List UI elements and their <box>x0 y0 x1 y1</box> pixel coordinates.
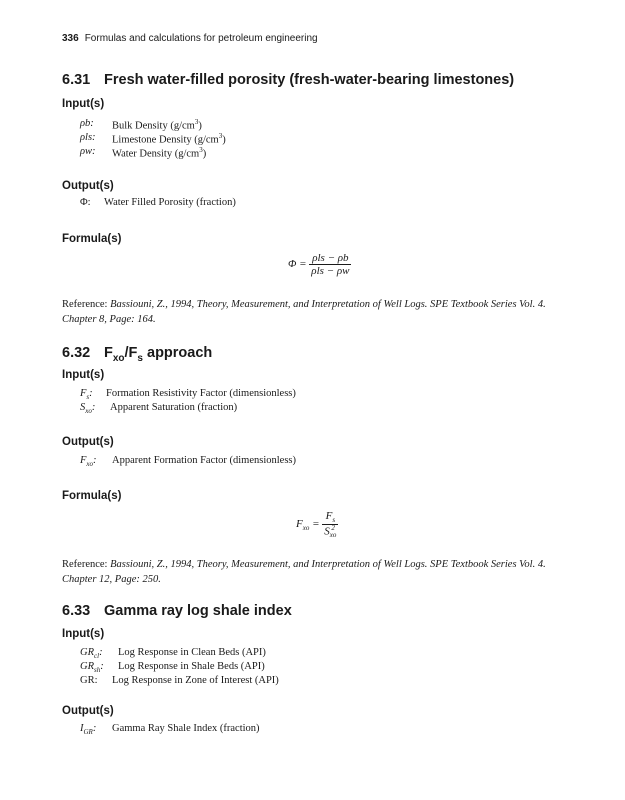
input-description: Log Response in Clean Beds (API) <box>118 647 266 658</box>
input-symbol: ρls: <box>80 132 96 143</box>
output-description: Water Filled Porosity (fraction) <box>104 197 236 208</box>
input-symbol: $GR_{cl}$: <box>80 647 103 661</box>
input-row <box>0 661 625 675</box>
outputs-label: Output(s) <box>62 436 114 448</box>
inputs-label: Input(s) <box>62 98 105 110</box>
formula-fraction <box>322 510 338 539</box>
formula-denominator: ρls − ρw <box>311 265 350 277</box>
input-row <box>0 402 625 416</box>
reference-text: Bassiouni, Z., 1994, Theory, Measurement, and Interpretation of Well Logs. SPE Textbook Series Vol. 4. Chapter 12, Page: 250. <box>62 559 546 585</box>
input-description: Apparent Saturation (fraction) <box>110 402 238 413</box>
reference-label: Reference: <box>62 559 108 570</box>
reference <box>62 557 572 587</box>
input-symbol: ρb: <box>80 118 94 129</box>
input-symbol: $S_{xo}$: <box>80 402 96 416</box>
section-6-31-title <box>62 72 514 88</box>
input-description: Log Response in Shale Beds (API) <box>118 661 265 672</box>
input-symbol: GR: <box>80 675 98 686</box>
formula-porosity <box>288 252 351 277</box>
input-symbol: $GR_{sh}$: <box>80 661 104 675</box>
output-symbol: Φ: <box>80 197 91 208</box>
reference-text: Bassiouni, Z., 1994, Theory, Measurement, and Interpretation of Well Logs. SPE Textbook Series Vol. 4. Chapter 8, Page: 164. <box>62 299 546 325</box>
input-symbol: $F_s$: <box>80 388 93 402</box>
section-number: 6.32 <box>62 345 91 361</box>
input-symbol: ρw: <box>80 146 96 157</box>
formula-label: Formula(s) <box>62 490 122 502</box>
section-title-text: Fresh water-filled porosity (fresh-water-bearing limestones) <box>104 72 515 88</box>
page-number: 336 <box>62 33 79 44</box>
output-description: Apparent Formation Factor (dimensionless) <box>112 455 297 466</box>
formula-label: Formula(s) <box>62 233 122 245</box>
input-row <box>0 118 625 132</box>
formula-formation-factor <box>296 510 338 539</box>
formula-numerator: ρls − ρb <box>312 252 349 264</box>
input-row <box>0 388 625 402</box>
input-row <box>0 132 625 146</box>
output-description: Gamma Ray Shale Index (fraction) <box>112 723 260 734</box>
input-description: Bulk Density $(g/cm^3)$ <box>112 118 202 132</box>
reference <box>62 297 572 327</box>
section-number: 6.33 <box>62 603 91 619</box>
section-title-text: Gamma ray log shale index <box>104 603 292 619</box>
formula-lhs: Φ = <box>288 258 307 271</box>
output-symbol: $F_{xo}$: <box>80 455 97 469</box>
section-title-text: $F_{xo}/F_s$ approach <box>104 345 213 364</box>
formula-lhs: $F_{xo}$ = <box>296 518 320 533</box>
section-6-33-title <box>62 603 292 619</box>
output-row <box>0 455 625 469</box>
outputs-label: Output(s) <box>62 180 114 192</box>
running-header <box>62 33 318 44</box>
input-description: Limestone Density $(g/cm^3)$ <box>112 132 226 146</box>
reference-label: Reference: <box>62 299 108 310</box>
input-row <box>0 146 625 160</box>
input-row <box>0 647 625 661</box>
inputs-label: Input(s) <box>62 628 105 640</box>
output-symbol: $I_{GR}$: <box>80 723 97 737</box>
input-description: Log Response in Zone of Interest (API) <box>112 675 279 686</box>
formula-denominator: S 2 xo <box>324 524 337 540</box>
outputs-label: Output(s) <box>62 705 114 717</box>
formula-numerator: $F_s$ <box>325 510 336 525</box>
output-row <box>0 723 625 737</box>
input-row <box>0 675 625 689</box>
formula-fraction <box>309 252 351 277</box>
section-number: 6.31 <box>62 72 91 88</box>
section-6-32-title <box>62 345 212 364</box>
book-title: Formulas and calculations for petroleum engineering <box>84 33 318 44</box>
inputs-label: Input(s) <box>62 369 105 381</box>
output-row <box>0 197 625 211</box>
input-description: Formation Resistivity Factor (dimensionless) <box>106 388 296 399</box>
input-description: Water Density $(g/cm^3)$ <box>112 146 207 160</box>
